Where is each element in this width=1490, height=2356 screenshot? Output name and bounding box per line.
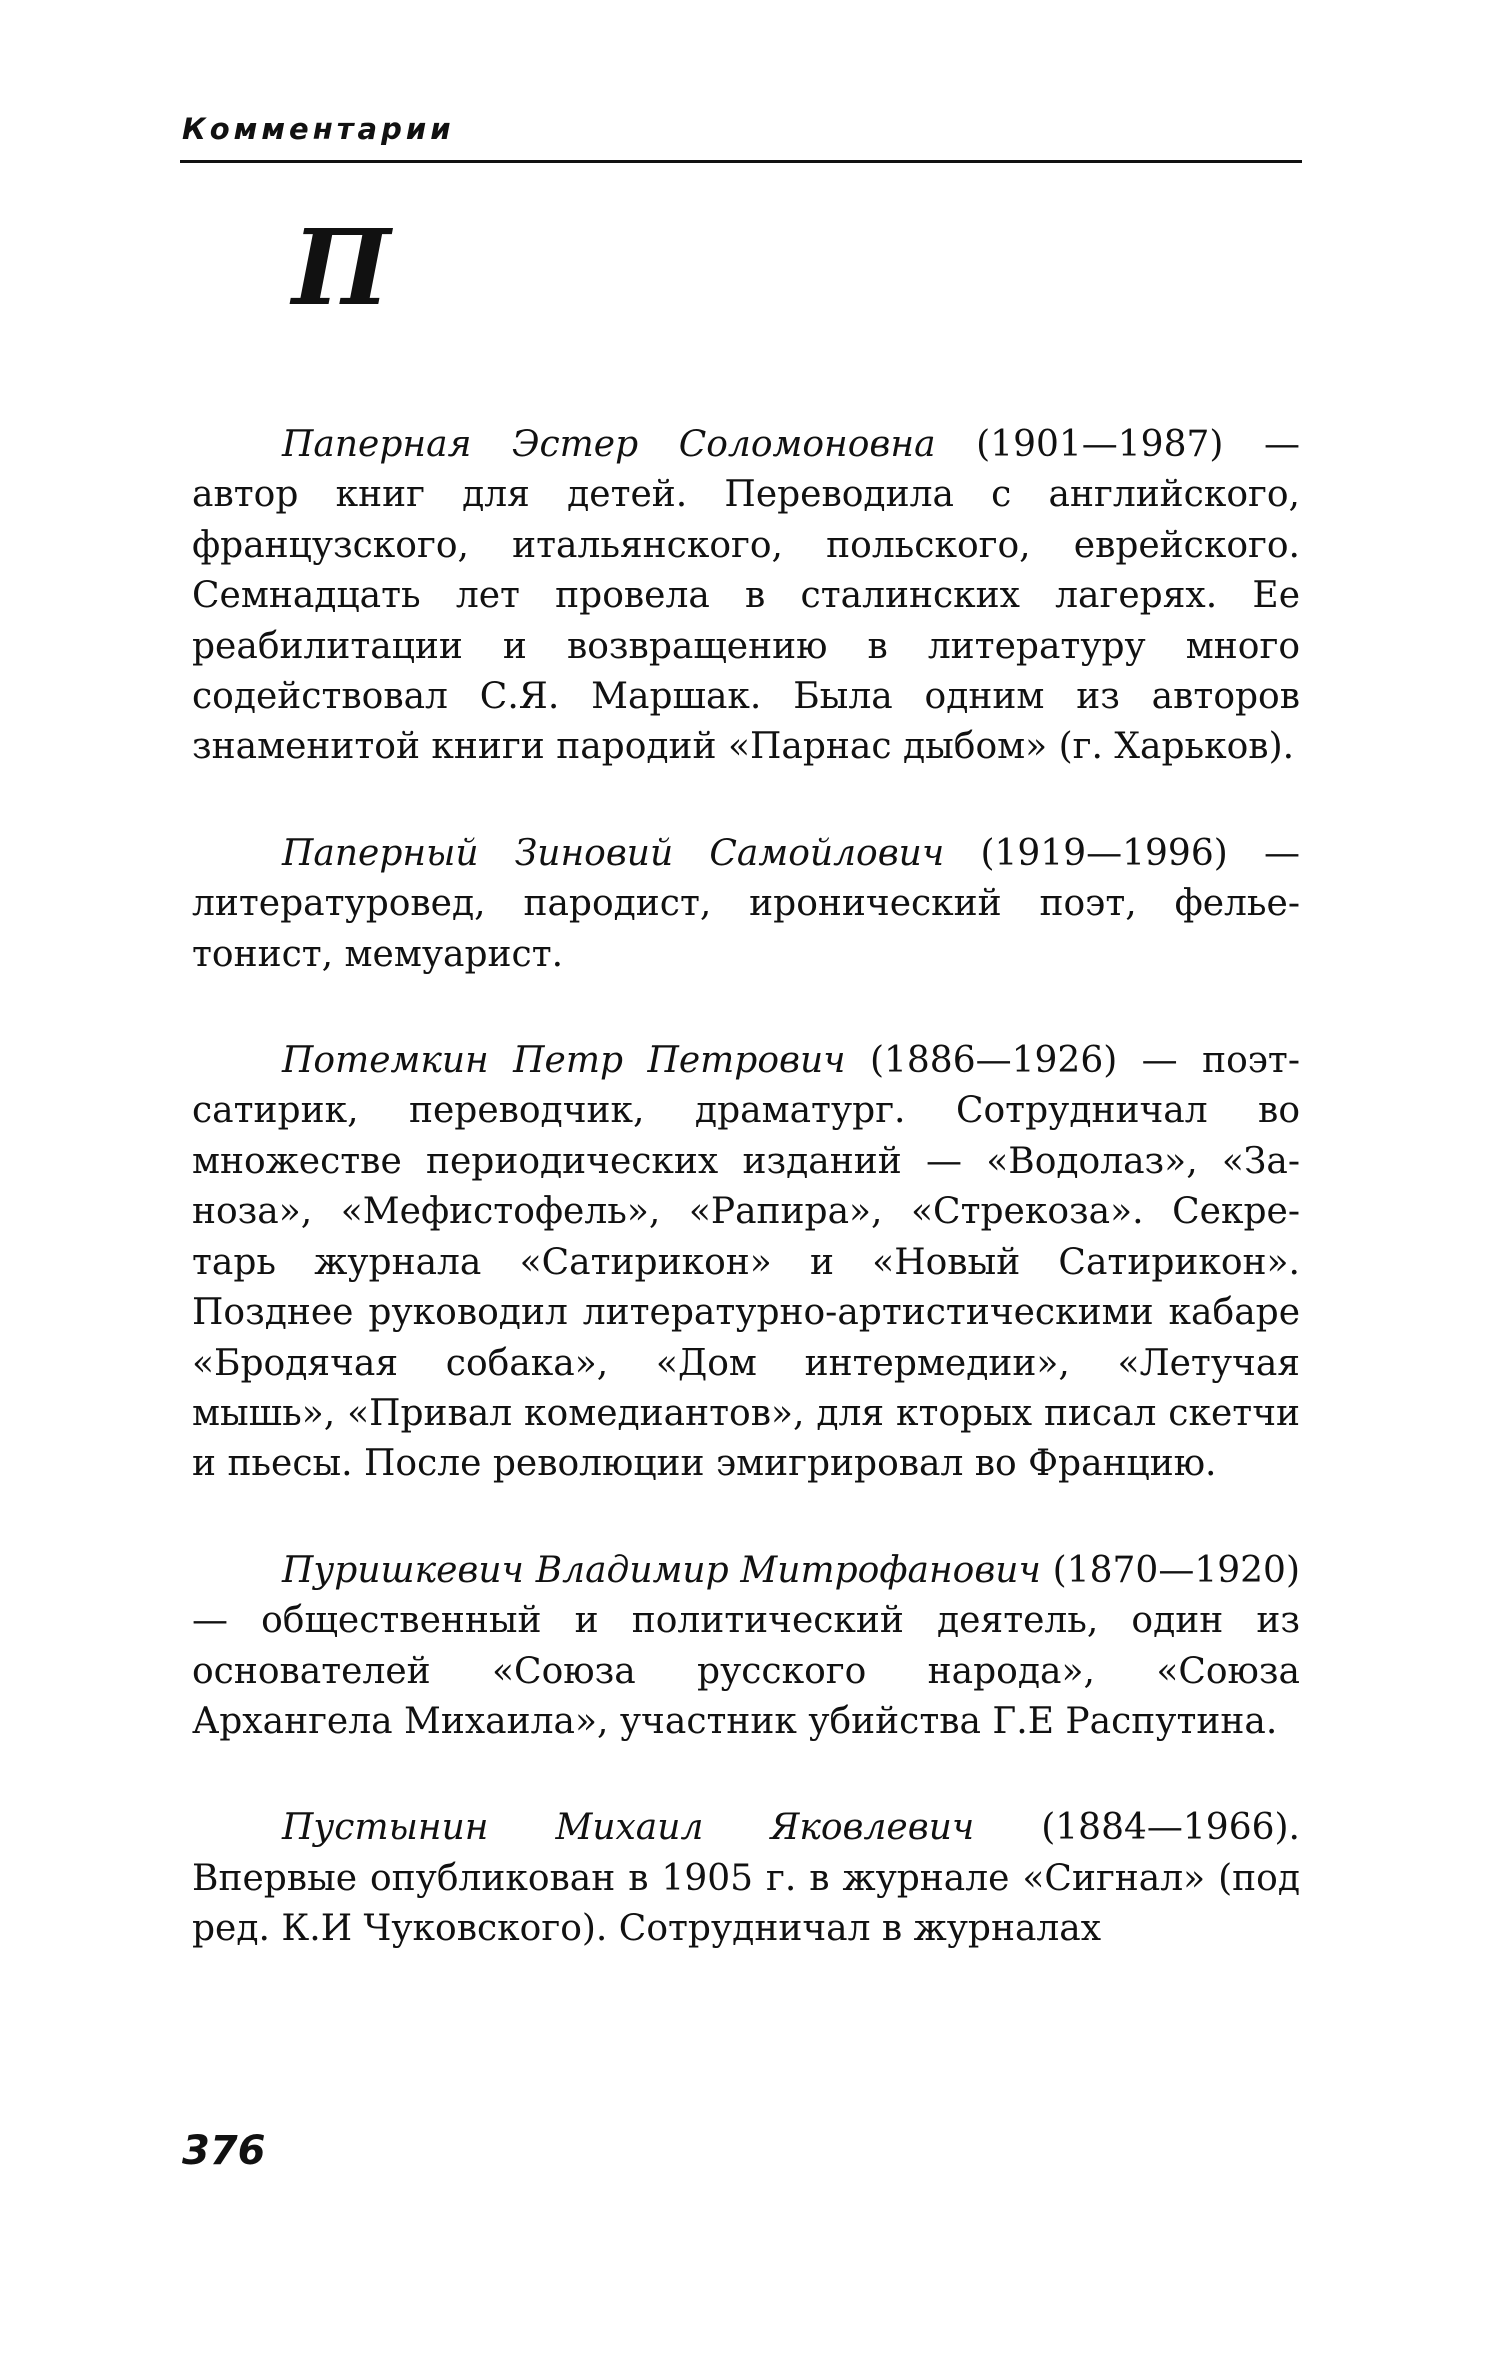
running-head: Комментарии [182, 112, 455, 146]
entry-name: Потемкин Петр Петрович [282, 1040, 846, 1082]
entries-list [192, 420, 1300, 2011]
entry-paperny [192, 829, 1300, 980]
entry-pustynin [192, 1803, 1300, 1954]
entry-papernaya [192, 420, 1300, 773]
section-letter: П [292, 206, 391, 329]
entry-purishkevich [192, 1546, 1300, 1748]
entry-text: (1919—1996) — литературовед, пародист, иронический поэт, фельетонист, мемуарист. [192, 832, 1300, 975]
header-rule [180, 160, 1302, 163]
entry-name: Пуришкевич Владимир Митрофанович [282, 1549, 1041, 1591]
entry-name: Паперный Зиновий Самойлович [282, 832, 945, 874]
entry-text: (1886—1926) — поэт-сатирик, переводчик, драматург. Сотрудничал во множестве периодических изданий — «Водолаз», «Заноза», «Мефистофель», «Рапира», «Стрекоза». Секретарь журнала «Сатирикон» и «Новый Сатирикон». Позднее руководил литературно-артистическими кабаре «Бродячая собака», «Дом интермедии», «Летучая мышь», «Привал комедиантов», для кторых писал скетчи и пьесы. После революции эмигрировал во Францию. [192, 1040, 1300, 1485]
page-number: 376 [182, 2128, 266, 2174]
entry-text: (1870—1920) — общественный и политический деятель, один из основателей «Союза русского народа», «Союза Архангела Михаила», участник убийства Г.Е Распутина. [192, 1549, 1300, 1742]
entry-text: (1884—1966). Впервые опубликован в 1905 г. в журнале «Сигнал» (под ред. К.И Чуковского). Сотрудничал в журналах [192, 1807, 1300, 1950]
entry-potemkin [192, 1036, 1300, 1490]
entry-name: Пустынин Михаил Яковлевич [282, 1807, 975, 1849]
entry-name: Паперная Эстер Соломоновна [282, 424, 936, 465]
entry-text: (1901—1987) — автор книг для детей. Переводила с английского, французского, итальянского, польского, еврейского. Семнадцать лет провела в сталинских лагерях. Ее реабилитации и возвращению в литературу много содействовал С.Я. Маршак. Была одним из авторов знаменитой книги пародий «Парнас дыбом» (г. Харьков). [192, 424, 1300, 768]
